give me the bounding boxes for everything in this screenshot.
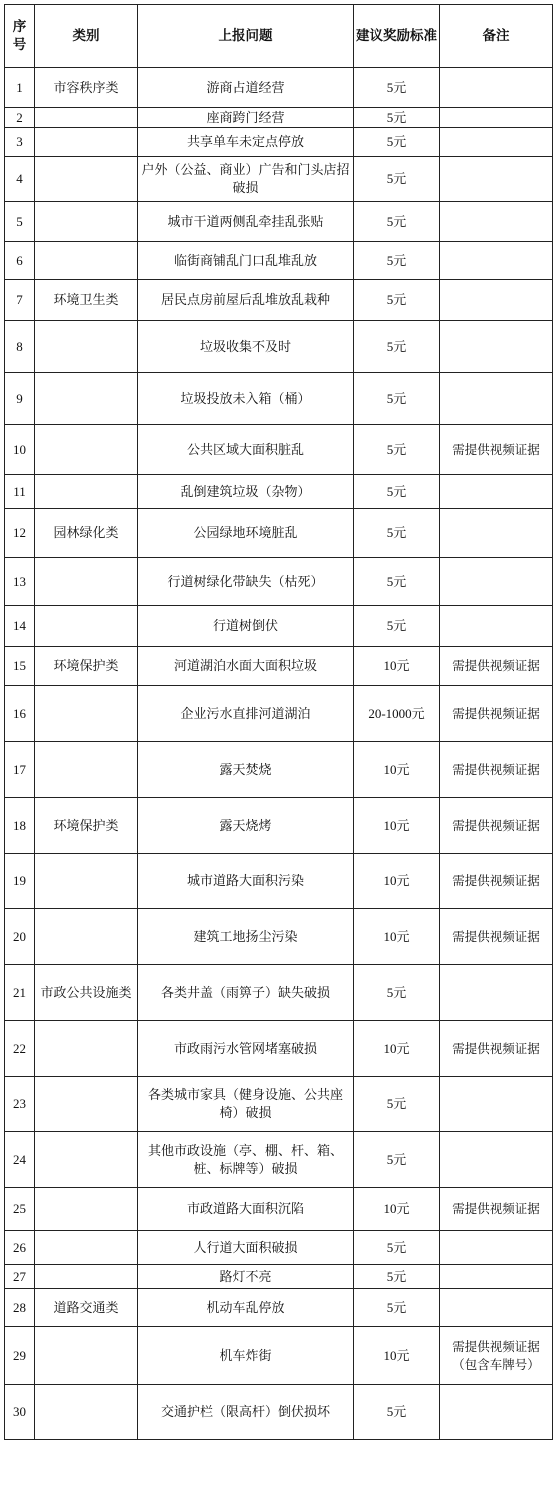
cell-issue: 路灯不亮 (138, 1265, 354, 1289)
cell-issue: 垃圾投放未入箱（桶） (138, 373, 354, 425)
table-row (5, 1132, 553, 1188)
cell-issue: 行道树绿化带缺失（枯死） (138, 558, 354, 606)
cell-category (35, 742, 138, 798)
cell-category (35, 686, 138, 742)
cell-category (35, 425, 138, 475)
table-body (5, 68, 553, 1440)
table-row (5, 798, 553, 854)
cell-issue: 人行道大面积破损 (138, 1231, 354, 1265)
cell-issue: 城市干道两侧乱牵挂乱张贴 (138, 202, 354, 242)
cell-category (35, 475, 138, 509)
cell-reward: 10元 (354, 742, 440, 798)
cell-category (35, 1265, 138, 1289)
cell-issue: 共享单车未定点停放 (138, 128, 354, 157)
cell-issue: 企业污水直排河道湖泊 (138, 686, 354, 742)
cell-category (35, 558, 138, 606)
cell-reward: 5元 (354, 1231, 440, 1265)
cell-seq: 16 (5, 686, 35, 742)
cell-category (35, 1385, 138, 1440)
cell-note (440, 128, 553, 157)
cell-reward: 20-1000元 (354, 686, 440, 742)
cell-seq: 4 (5, 157, 35, 202)
table-row (5, 475, 553, 509)
cell-issue: 其他市政设施（亭、棚、杆、箱、桩、标牌等）破损 (138, 1132, 354, 1188)
table-row (5, 909, 553, 965)
header-issue: 上报问题 (138, 5, 354, 68)
cell-seq: 5 (5, 202, 35, 242)
cell-seq: 25 (5, 1188, 35, 1231)
cell-issue: 临街商铺乱门口乱堆乱放 (138, 242, 354, 280)
cell-reward: 5元 (354, 1289, 440, 1327)
table-row (5, 854, 553, 909)
cell-note (440, 157, 553, 202)
cell-seq: 3 (5, 128, 35, 157)
cell-seq: 30 (5, 1385, 35, 1440)
cell-reward: 5元 (354, 128, 440, 157)
cell-reward: 10元 (354, 1021, 440, 1077)
cell-note (440, 1385, 553, 1440)
cell-reward: 5元 (354, 965, 440, 1021)
table-row (5, 202, 553, 242)
cell-category (35, 242, 138, 280)
cell-reward: 5元 (354, 242, 440, 280)
cell-seq: 1 (5, 68, 35, 108)
cell-reward: 5元 (354, 108, 440, 128)
table-row (5, 242, 553, 280)
cell-reward: 10元 (354, 647, 440, 686)
header-row (5, 5, 553, 68)
cell-reward: 5元 (354, 280, 440, 321)
cell-seq: 18 (5, 798, 35, 854)
table-row (5, 509, 553, 558)
cell-category (35, 128, 138, 157)
cell-seq: 23 (5, 1077, 35, 1132)
cell-issue: 游商占道经营 (138, 68, 354, 108)
cell-issue: 座商跨门经营 (138, 108, 354, 128)
cell-note (440, 1231, 553, 1265)
cell-seq: 29 (5, 1327, 35, 1385)
reward-standard-table (4, 4, 553, 1440)
cell-seq: 13 (5, 558, 35, 606)
table-row (5, 686, 553, 742)
header-category: 类别 (35, 5, 138, 68)
cell-issue: 公园绿地环境脏乱 (138, 509, 354, 558)
table-row (5, 1327, 553, 1385)
cell-reward: 5元 (354, 157, 440, 202)
cell-reward: 10元 (354, 1188, 440, 1231)
cell-seq: 28 (5, 1289, 35, 1327)
cell-note: 需提供视频证据 (440, 425, 553, 475)
cell-note: 需提供视频证据 (440, 854, 553, 909)
cell-issue: 公共区域大面积脏乱 (138, 425, 354, 475)
cell-note (440, 1077, 553, 1132)
cell-issue: 居民点房前屋后乱堆放乱栽种 (138, 280, 354, 321)
cell-note: 需提供视频证据 (440, 909, 553, 965)
cell-category: 道路交通类 (35, 1289, 138, 1327)
cell-category (35, 157, 138, 202)
cell-category (35, 1021, 138, 1077)
table-row (5, 1021, 553, 1077)
cell-category: 市政公共设施类 (35, 965, 138, 1021)
cell-seq: 21 (5, 965, 35, 1021)
cell-reward: 5元 (354, 321, 440, 373)
cell-note (440, 1265, 553, 1289)
cell-note (440, 606, 553, 647)
cell-seq: 7 (5, 280, 35, 321)
cell-note (440, 321, 553, 373)
cell-category (35, 1231, 138, 1265)
table-row (5, 425, 553, 475)
cell-note: 需提供视频证据 (440, 647, 553, 686)
cell-seq: 9 (5, 373, 35, 425)
table-row (5, 606, 553, 647)
cell-issue: 交通护栏（限高杆）倒伏损坏 (138, 1385, 354, 1440)
cell-seq: 10 (5, 425, 35, 475)
cell-seq: 11 (5, 475, 35, 509)
cell-issue: 市政道路大面积沉陷 (138, 1188, 354, 1231)
cell-category: 环境保护类 (35, 798, 138, 854)
table-row (5, 1188, 553, 1231)
table-row (5, 68, 553, 108)
cell-note: 需提供视频证据 (440, 742, 553, 798)
cell-seq: 22 (5, 1021, 35, 1077)
table-row (5, 647, 553, 686)
cell-issue: 市政雨污水管网堵塞破损 (138, 1021, 354, 1077)
cell-category (35, 1327, 138, 1385)
table-row (5, 1289, 553, 1327)
table-row (5, 128, 553, 157)
cell-category (35, 1188, 138, 1231)
cell-note: 需提供视频证据 (440, 1188, 553, 1231)
cell-note (440, 965, 553, 1021)
cell-note (440, 1289, 553, 1327)
cell-issue: 垃圾收集不及时 (138, 321, 354, 373)
cell-seq: 19 (5, 854, 35, 909)
cell-issue: 机车炸街 (138, 1327, 354, 1385)
cell-issue: 露天烧烤 (138, 798, 354, 854)
cell-category (35, 854, 138, 909)
table-row (5, 373, 553, 425)
cell-reward: 5元 (354, 1385, 440, 1440)
cell-seq: 27 (5, 1265, 35, 1289)
cell-note (440, 509, 553, 558)
table-row (5, 1231, 553, 1265)
cell-reward: 5元 (354, 1077, 440, 1132)
header-reward: 建议奖励标准 (354, 5, 440, 68)
cell-reward: 5元 (354, 1132, 440, 1188)
cell-issue: 行道树倒伏 (138, 606, 354, 647)
table-row (5, 1265, 553, 1289)
cell-note: 需提供视频证据 (440, 686, 553, 742)
cell-note (440, 108, 553, 128)
cell-reward: 5元 (354, 558, 440, 606)
cell-category: 环境卫生类 (35, 280, 138, 321)
cell-category: 市容秩序类 (35, 68, 138, 108)
cell-reward: 10元 (354, 1327, 440, 1385)
cell-category (35, 909, 138, 965)
cell-seq: 20 (5, 909, 35, 965)
cell-reward: 5元 (354, 475, 440, 509)
cell-seq: 17 (5, 742, 35, 798)
cell-note: 需提供视频证据（包含车牌号） (440, 1327, 553, 1385)
cell-category (35, 1077, 138, 1132)
table-row (5, 965, 553, 1021)
table-row (5, 742, 553, 798)
cell-reward: 5元 (354, 373, 440, 425)
cell-issue: 建筑工地扬尘污染 (138, 909, 354, 965)
table-row (5, 157, 553, 202)
cell-issue: 乱倒建筑垃圾（杂物） (138, 475, 354, 509)
cell-seq: 12 (5, 509, 35, 558)
cell-seq: 26 (5, 1231, 35, 1265)
cell-reward: 5元 (354, 606, 440, 647)
cell-note (440, 280, 553, 321)
cell-category (35, 606, 138, 647)
cell-reward: 5元 (354, 202, 440, 242)
cell-seq: 14 (5, 606, 35, 647)
table-row (5, 1385, 553, 1440)
cell-seq: 8 (5, 321, 35, 373)
cell-seq: 24 (5, 1132, 35, 1188)
cell-category (35, 373, 138, 425)
cell-issue: 城市道路大面积污染 (138, 854, 354, 909)
cell-seq: 2 (5, 108, 35, 128)
cell-note (440, 202, 553, 242)
cell-seq: 15 (5, 647, 35, 686)
cell-issue: 各类井盖（雨箅子）缺失破损 (138, 965, 354, 1021)
cell-reward: 10元 (354, 854, 440, 909)
cell-issue: 河道湖泊水面大面积垃圾 (138, 647, 354, 686)
cell-note (440, 242, 553, 280)
cell-category (35, 108, 138, 128)
cell-category (35, 1132, 138, 1188)
cell-reward: 10元 (354, 798, 440, 854)
cell-issue: 露天焚烧 (138, 742, 354, 798)
cell-note (440, 373, 553, 425)
cell-note: 需提供视频证据 (440, 798, 553, 854)
cell-seq: 6 (5, 242, 35, 280)
cell-note (440, 68, 553, 108)
cell-reward: 10元 (354, 909, 440, 965)
table-row (5, 280, 553, 321)
cell-issue: 机动车乱停放 (138, 1289, 354, 1327)
cell-category (35, 321, 138, 373)
header-note: 备注 (440, 5, 553, 68)
cell-issue: 户外（公益、商业）广告和门头店招破损 (138, 157, 354, 202)
header-seq: 序号 (5, 5, 35, 68)
cell-category: 园林绿化类 (35, 509, 138, 558)
cell-reward: 5元 (354, 425, 440, 475)
cell-category: 环境保护类 (35, 647, 138, 686)
table-row (5, 321, 553, 373)
table-row (5, 108, 553, 128)
cell-category (35, 202, 138, 242)
cell-reward: 5元 (354, 509, 440, 558)
cell-note: 需提供视频证据 (440, 1021, 553, 1077)
cell-issue: 各类城市家具（健身设施、公共座椅）破损 (138, 1077, 354, 1132)
cell-reward: 5元 (354, 68, 440, 108)
table-row (5, 558, 553, 606)
cell-reward: 5元 (354, 1265, 440, 1289)
table-row (5, 1077, 553, 1132)
cell-note (440, 558, 553, 606)
cell-note (440, 1132, 553, 1188)
cell-note (440, 475, 553, 509)
